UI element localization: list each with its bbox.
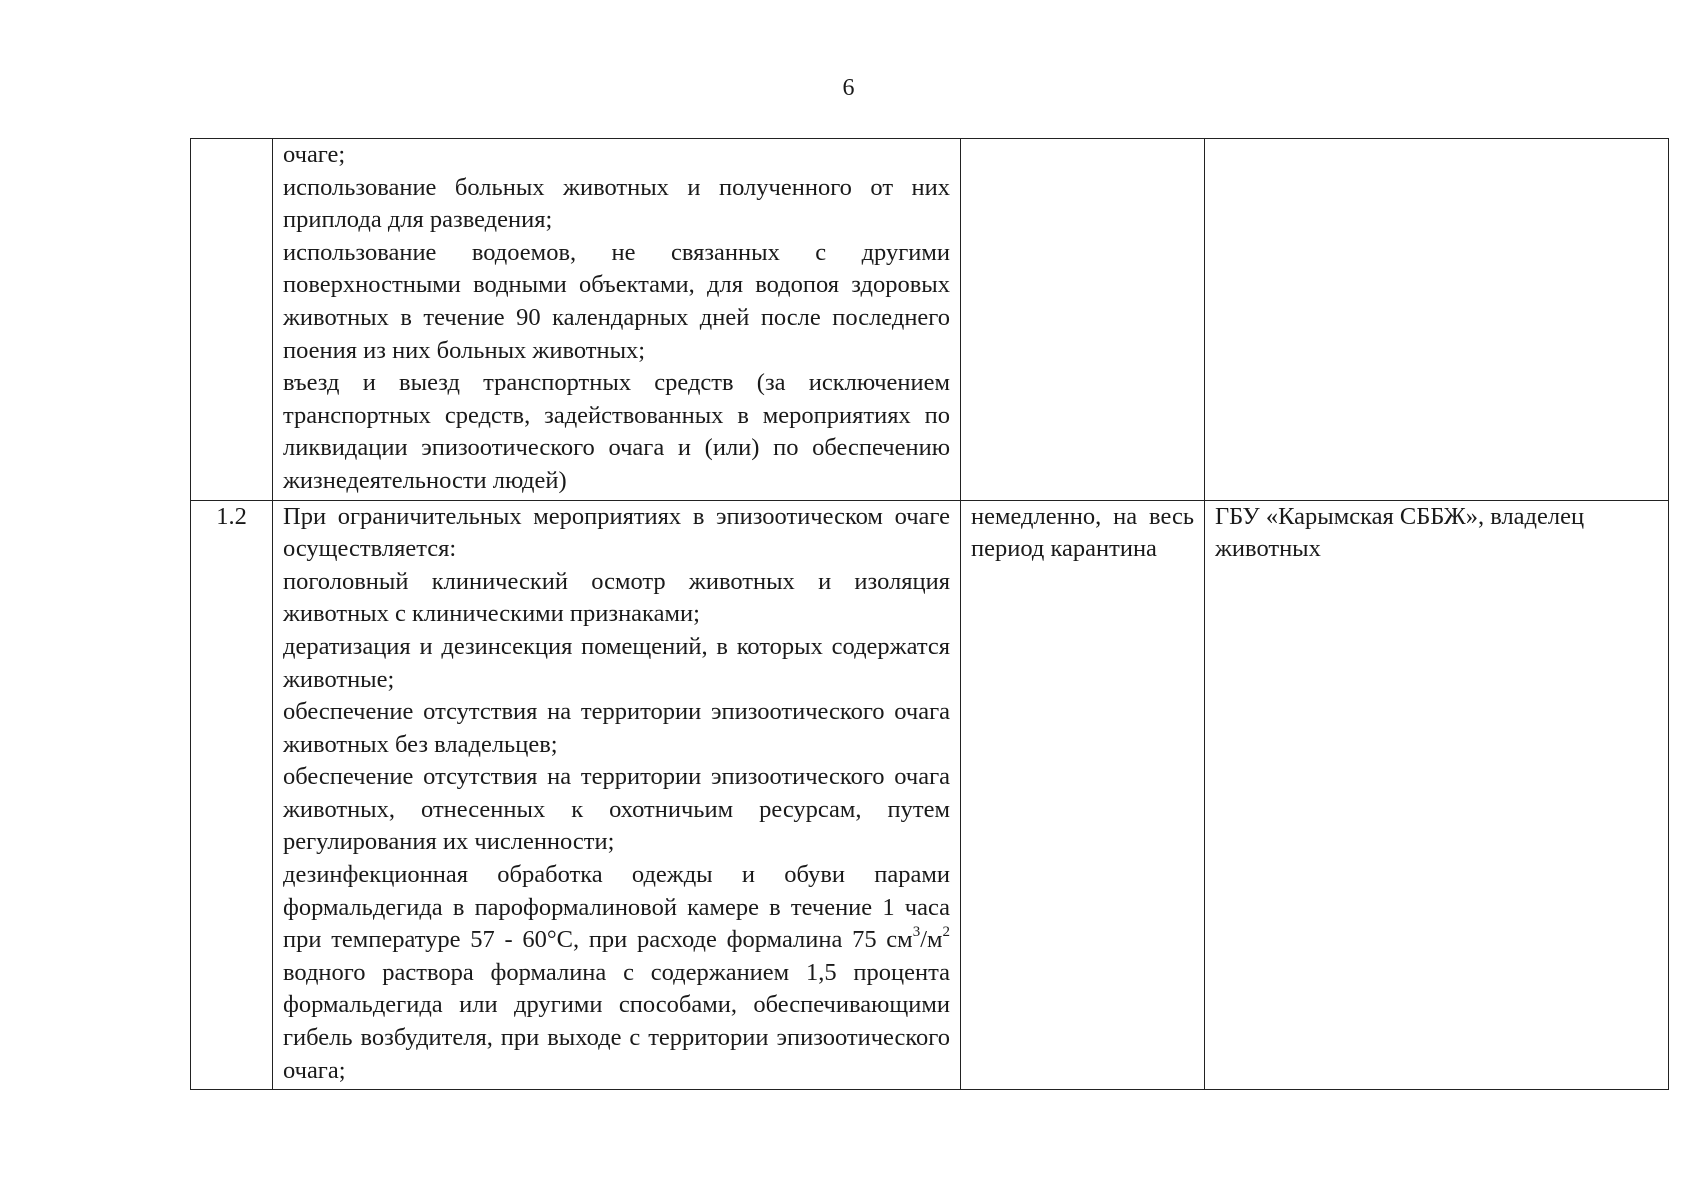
term-text: немедленно, на весь период карантина: [971, 502, 1194, 563]
disinfection-text-part: дезинфекционная обработка одежды и обуви парами формальдегида в пароформалиновой камере в течение 1 часа при температуре 57 - 60°С, при расходе формалина 75 см: [283, 861, 950, 954]
term-cell: [961, 500, 1205, 1090]
row-number-cell: 1.2: [191, 500, 273, 1090]
action-paragraph: въезд и выезд транспортных средств (за исключением транспортных средств, задействованных в мероприятиях по ликвидации эпизоотического очага и (или) по обеспечению жизнедеятельности людей): [283, 369, 950, 494]
disinfection-text-part: /м: [920, 926, 943, 954]
measures-table: [190, 138, 1669, 1090]
responsible-cell: ГБУ «Карымская СББЖ», владелец животных: [1205, 500, 1669, 1090]
table-row: [191, 500, 1669, 1090]
action-paragraph: очаге;: [283, 141, 346, 168]
action-paragraph: дератизация и дезинсекция помещений, в которых содержатся животные;: [283, 632, 950, 693]
action-paragraph: использование водоемов, не связанных с другими поверхностными водными объектами, для водопоя здоровых животных в течение 90 календарных дней после последнего поения из них больных животных;: [283, 238, 950, 364]
action-paragraph: поголовный клинический осмотр животных и изоляция животных с клиническими признаками;: [283, 567, 950, 628]
disinfection-paragraph: [283, 859, 950, 1087]
action-paragraph: обеспечение отсутствия на территории эпизоотического очага животных без владельцев;: [283, 698, 950, 758]
row-number-cell: [191, 139, 273, 501]
action-paragraph: При ограничительных мероприятиях в эпизоотическом очаге осуществляется:: [283, 502, 950, 563]
superscript: 3: [912, 924, 921, 941]
responsible-cell: [1205, 139, 1669, 501]
action-paragraph: обеспечение отсутствия на территории эпизоотического очага животных, отнесенных к охотничьим ресурсам, путем регулирования их численности;: [283, 763, 950, 856]
table-row: [191, 139, 1669, 501]
term-cell: [961, 139, 1205, 501]
action-paragraph: использование больных животных и полученного от них приплода для разведения;: [283, 173, 950, 234]
page-number: 6: [842, 75, 855, 101]
action-cell: [273, 139, 961, 501]
superscript: 2: [942, 924, 950, 941]
action-cell: [273, 500, 961, 1090]
disinfection-text-part: водного раствора формалина с содержанием 1,5 процента формальдегида или другими способами, обеспечивающими гибель возбудителя, при выходе с территории эпизоотического очага;: [283, 958, 950, 1084]
